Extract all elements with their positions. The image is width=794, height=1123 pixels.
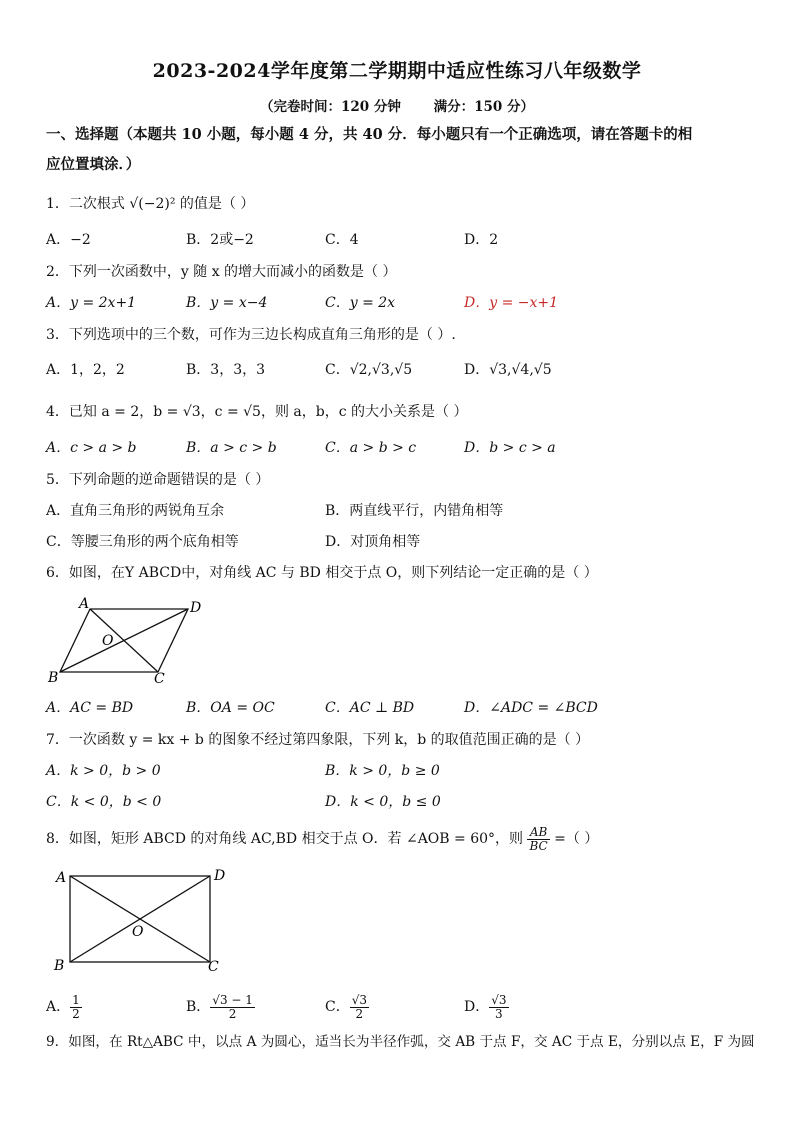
q6-option-c[interactable]: C．AC ⊥ BD — [325, 700, 415, 716]
q2-option-b[interactable]: B．y = x−4 — [186, 295, 268, 311]
question-6-options — [46, 697, 746, 721]
fig8-label-b: B — [54, 958, 65, 974]
q8-option-d-fraction — [489, 994, 508, 1021]
q8-frac-den: BC — [529, 838, 548, 853]
exam-subtitle — [0, 95, 794, 115]
q8-option-c[interactable] — [325, 990, 369, 1024]
question-8-options — [46, 990, 746, 1026]
parallelogram-figure — [44, 594, 214, 690]
exam-title: 2023-2024学年度第二学期期中适应性练习八年级数学 — [152, 60, 642, 82]
q1-option-d[interactable]: D．2 — [464, 232, 499, 248]
q8-c-den: 2 — [355, 1006, 364, 1021]
question-5-options-row2 — [46, 531, 746, 555]
q2-option-d[interactable]: D．y = −x+1 — [464, 295, 559, 311]
question-8-stem — [46, 822, 746, 856]
q8-d-den: 3 — [495, 1006, 503, 1021]
q7-option-a[interactable]: A．k > 0，b > 0 — [46, 763, 161, 779]
question-1-stem: 1．二次根式 √(−2)² 的值是（ ） — [46, 196, 255, 212]
q8-stem-fraction — [527, 826, 549, 853]
exam-score: 满分：150 分） — [433, 99, 534, 115]
section-heading-line1: 一、选择题（本题共 10 小题，每小题 4 分，共 40 分．每小题只有一个正确选项，请在答题卡的相 — [46, 126, 693, 143]
diagonal-bd — [60, 609, 188, 672]
q1-option-b[interactable]: B．2或−2 — [186, 232, 254, 248]
q8-option-c-fraction — [350, 994, 369, 1021]
question-5-stem: 5．下列命题的逆命题错误的是（ ） — [46, 472, 270, 488]
q3-option-c[interactable]: C．√2,√3,√5 — [325, 362, 413, 378]
fig6-label-c: C — [154, 671, 165, 687]
q4-option-d[interactable]: D．b > c > a — [464, 440, 556, 456]
q8-option-b-fraction — [210, 994, 255, 1021]
fig6-label-o: O — [102, 633, 114, 649]
question-7-options-row1 — [46, 760, 746, 784]
q8-d-num: √3 — [491, 992, 507, 1007]
fig6-label-d: D — [190, 600, 202, 616]
q6-option-a[interactable]: A．AC = BD — [46, 700, 134, 716]
q4-option-a[interactable]: A．c > a > b — [46, 440, 137, 456]
question-2-stem: 2．下列一次函数中，y 随 x 的增大而减小的函数是（ ） — [46, 264, 397, 280]
q8-option-c-letter: C． — [325, 999, 350, 1015]
fig8-label-c: C — [208, 959, 219, 975]
fig6-label-b: B — [48, 670, 59, 686]
q8-option-a-letter: A． — [46, 999, 71, 1015]
question-6-stem: 6．如图，在Y ABCD中，对角线 AC 与 BD 相交于点 O，则下列结论一定正确的是（ ） — [46, 565, 598, 581]
q5-option-b[interactable]: B．两直线平行，内错角相等 — [325, 503, 504, 519]
q8-option-b-letter: B． — [186, 999, 211, 1015]
q3-option-d[interactable]: D．√3,√4,√5 — [464, 362, 552, 378]
q8-a-num: 1 — [72, 992, 80, 1007]
q8-stem-after: =（ ） — [554, 831, 599, 847]
fig8-label-a: A — [56, 870, 67, 886]
question-2-options — [46, 292, 746, 316]
q8-b-den: 2 — [228, 1006, 237, 1021]
question-4-options — [46, 437, 746, 461]
question-3-options — [46, 359, 746, 383]
question-3-stem: 3．下列选项中的三个数，可作为三边长构成直角三角形的是（ ）. — [46, 327, 456, 343]
section-heading-line2: 应位置填涂．） — [46, 156, 141, 173]
q8-a-den: 2 — [72, 1006, 80, 1021]
rectangle-figure — [48, 864, 238, 976]
fig8-label-o: O — [132, 924, 144, 940]
q2-option-a[interactable]: A．y = 2x+1 — [46, 295, 137, 311]
question-4-stem: 4．已知 a = 2，b = √3，c = √5，则 a，b，c 的大小关系是（ ） — [46, 404, 468, 420]
q2-option-c[interactable]: C．y = 2x — [325, 295, 396, 311]
question-9-stem: 9．如图，在 Rt△ABC 中，以点 A 为圆心，适当长为半径作弧，交 AB 于点 F，交 AC 于点 E，分别以点 E，F 为圆 — [46, 1034, 755, 1050]
question-7-stem: 7．一次函数 y = kx + b 的图象不经过第四象限，下列 k，b 的取值范围正确的是（ ） — [46, 732, 590, 748]
q8-option-b[interactable] — [186, 990, 255, 1024]
q5-option-a[interactable]: A．直角三角形的两锐角互余 — [46, 503, 225, 519]
q6-option-b[interactable]: B．OA = OC — [186, 700, 275, 716]
q7-option-b[interactable]: B．k > 0，b ≥ 0 — [325, 763, 440, 779]
q4-option-b[interactable]: B．a > c > b — [186, 440, 277, 456]
q8-option-d-letter: D． — [464, 999, 490, 1015]
q8-b-num: √3 − 1 — [212, 992, 253, 1007]
q8-frac-num: AB — [527, 826, 549, 840]
exam-time: （完卷时间：120 分钟 — [260, 99, 401, 115]
q5-option-c[interactable]: C．等腰三角形的两个底角相等 — [46, 534, 239, 550]
q8-c-num: √3 — [351, 992, 367, 1007]
q5-option-d[interactable]: D．对顶角相等 — [325, 534, 421, 550]
q1-option-a[interactable]: A．−2 — [46, 232, 91, 248]
q7-option-d[interactable]: D．k < 0，b ≤ 0 — [325, 794, 441, 810]
q8-stem-before: 8．如图，矩形 ABCD 的对角线 AC,BD 相交于点 O．若 ∠AOB = 60°，则 — [46, 831, 524, 847]
q4-option-c[interactable]: C．a > b > c — [325, 440, 417, 456]
fig8-label-d: D — [214, 868, 226, 884]
fig6-label-a: A — [79, 596, 90, 612]
q8-option-a[interactable] — [46, 990, 82, 1024]
question-5-options-row1 — [46, 500, 746, 524]
q8-option-a-fraction — [70, 994, 82, 1021]
q3-option-b[interactable]: B．3，3，3 — [186, 362, 266, 378]
question-1-options — [46, 229, 746, 253]
q8-option-d[interactable] — [464, 990, 509, 1024]
q3-option-a[interactable]: A．1，2，2 — [46, 362, 125, 378]
q7-option-c[interactable]: C．k < 0，b < 0 — [46, 794, 162, 810]
q6-option-d[interactable]: D．∠ADC = ∠BCD — [464, 700, 598, 716]
q1-option-c[interactable]: C．4 — [325, 232, 359, 248]
question-7-options-row2 — [46, 791, 746, 815]
